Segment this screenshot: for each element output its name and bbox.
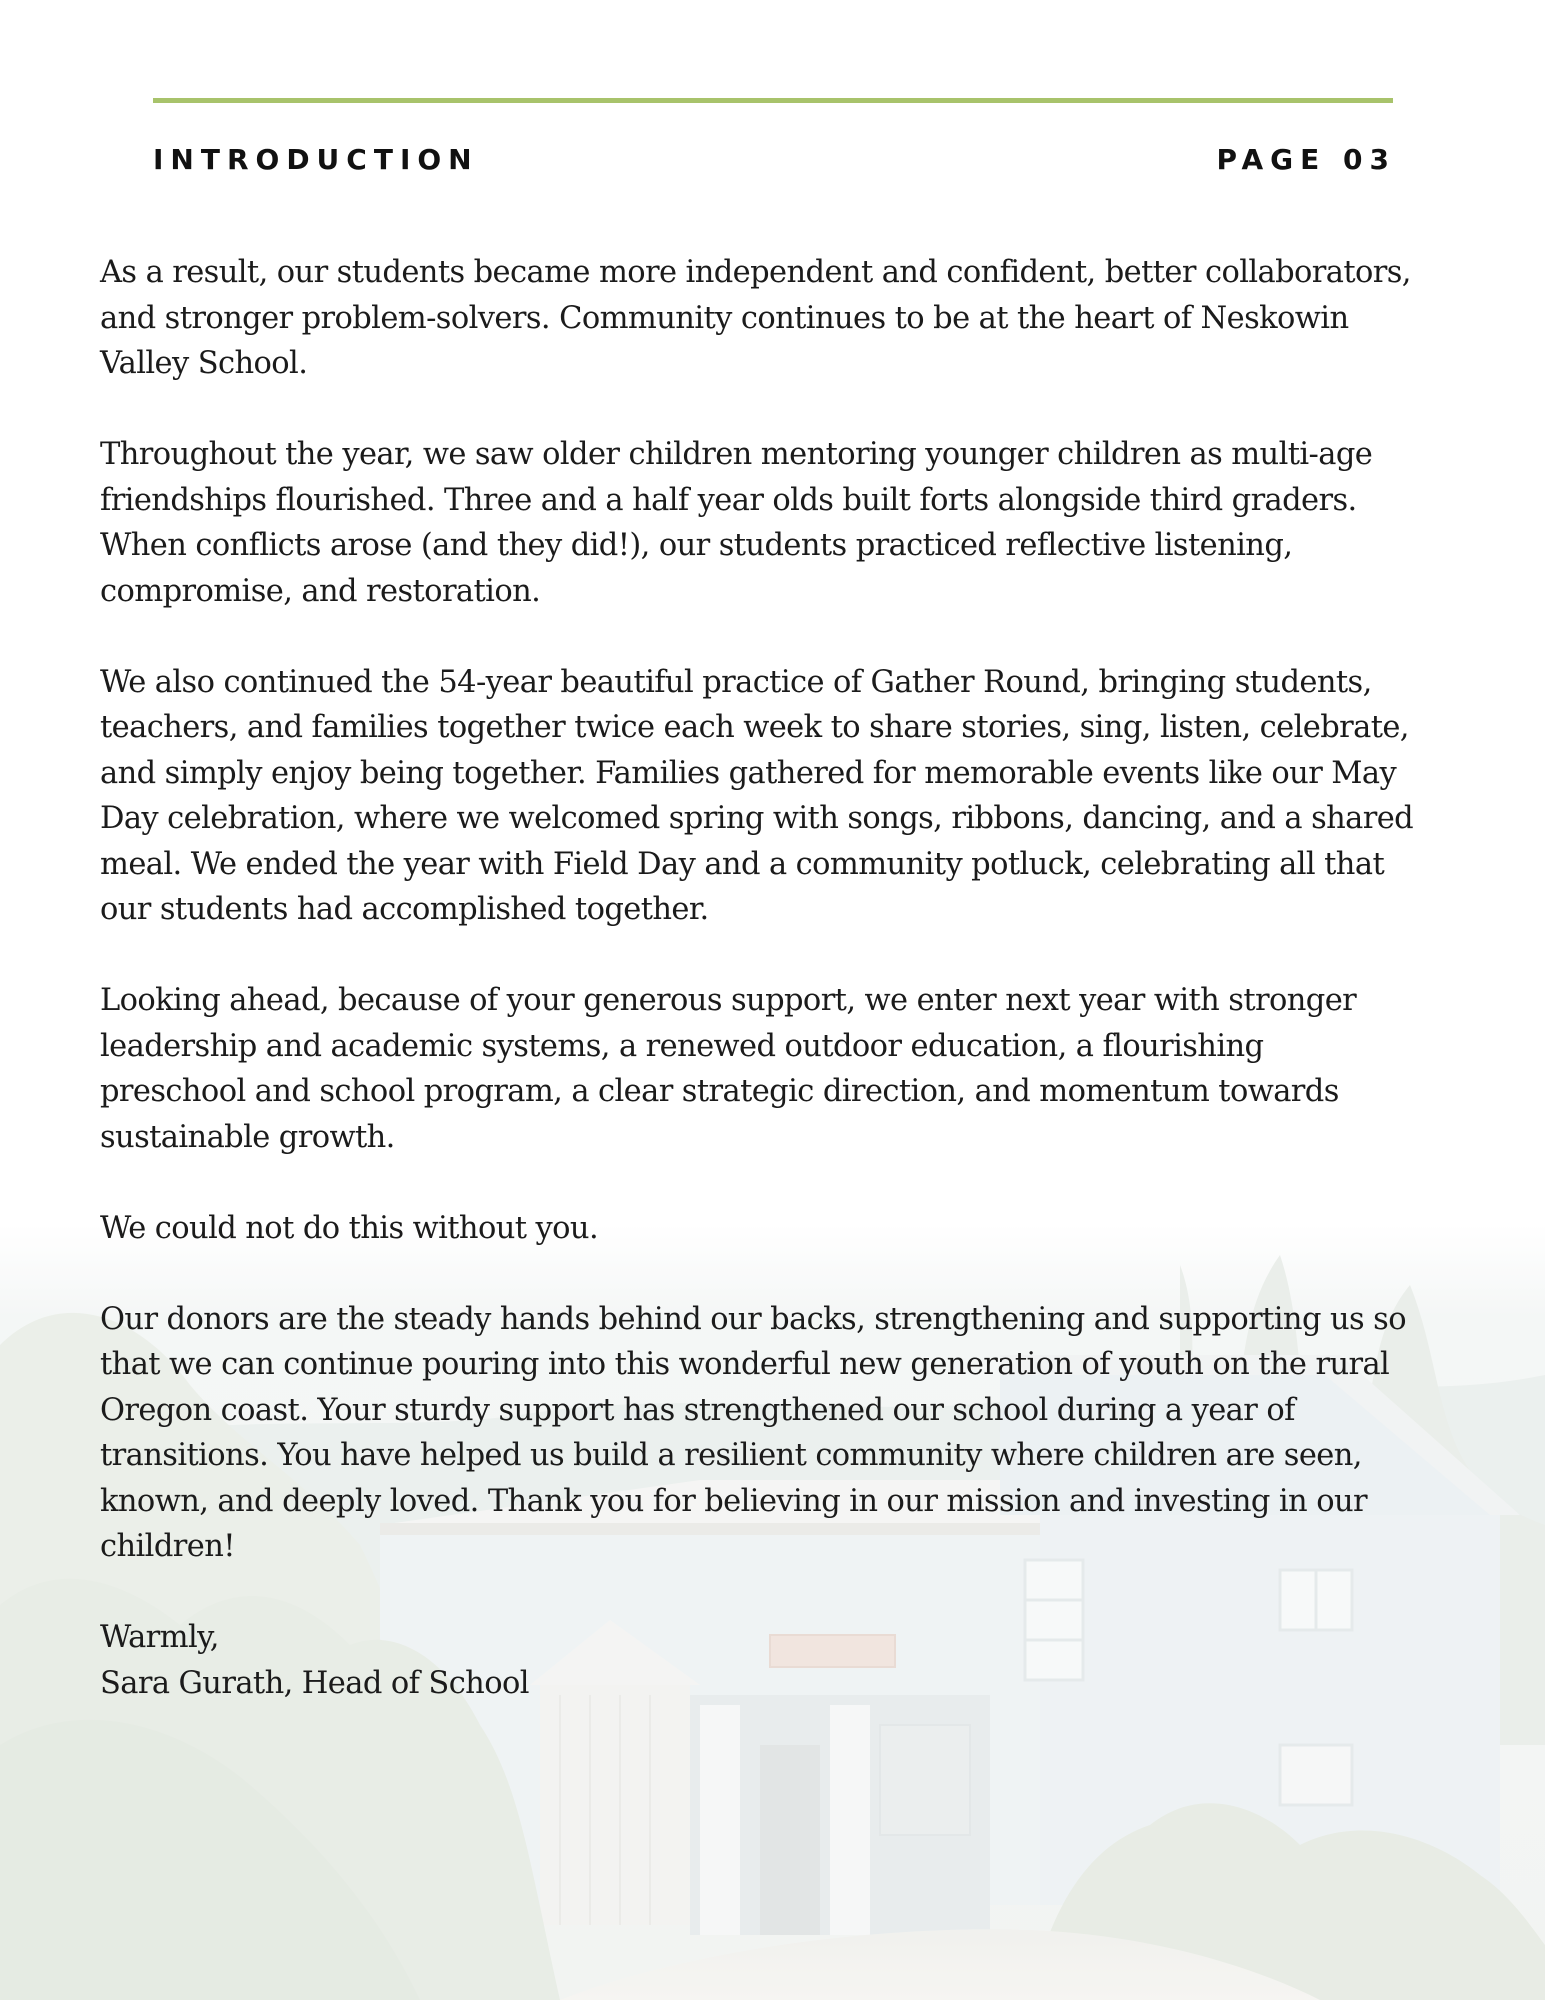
letter-body	[100, 250, 1445, 1706]
paragraph-2: Throughout the year, we saw older children mentoring younger children as multi-age friendships flourished. Three and a half year olds built forts alongside third graders. When conflicts arose (and they did!), our students practiced reflective listening, compromise, and restoration.	[100, 437, 1373, 609]
section-title: INTRODUCTION	[153, 143, 479, 176]
header-divider	[153, 98, 1393, 103]
paragraph-5: We could not do this without you.	[100, 1210, 599, 1246]
paragraph-6: Our donors are the steady hands behind our backs, strengthening and supporting us so that we can continue pouring into this wonderful new generation of youth on the rural Oregon coast. Your sturdy support has strengthened our school during a year of transitions. You have helped us build a resilient community where children are seen, known, and deeply loved. Thank you for believing in our mission and investing in our children!	[100, 1301, 1406, 1564]
page-number: PAGE 03	[1216, 143, 1396, 176]
signoff-block	[100, 1615, 1445, 1706]
paragraph-3: We also continued the 54-year beautiful practice of Gather Round, bringing students, teachers, and families together twice each week to share stories, sing, listen, celebrate, and simply enjoy being together. Families gathered for memorable events like our May Day celebration, where we welcomed spring with songs, ribbons, dancing, and a shared meal. We ended the year with Field Day and a community potluck, celebrating all that our students had accomplished together.	[100, 664, 1414, 927]
signature: Sara Gurath, Head of School	[100, 1665, 529, 1701]
closing: Warmly,	[100, 1620, 219, 1655]
paragraph-1: As a result, our students became more independent and confident, better collaborators, and stronger problem-solvers. Community continues to be at the heart of Neskowin Valley School.	[100, 255, 1411, 381]
paragraph-4: Looking ahead, because of your generous support, we enter next year with stronger leadership and academic systems, a renewed outdoor education, a flourishing preschool and school program, a clear strategic direction, and momentum towards sustainable growth.	[100, 983, 1357, 1155]
